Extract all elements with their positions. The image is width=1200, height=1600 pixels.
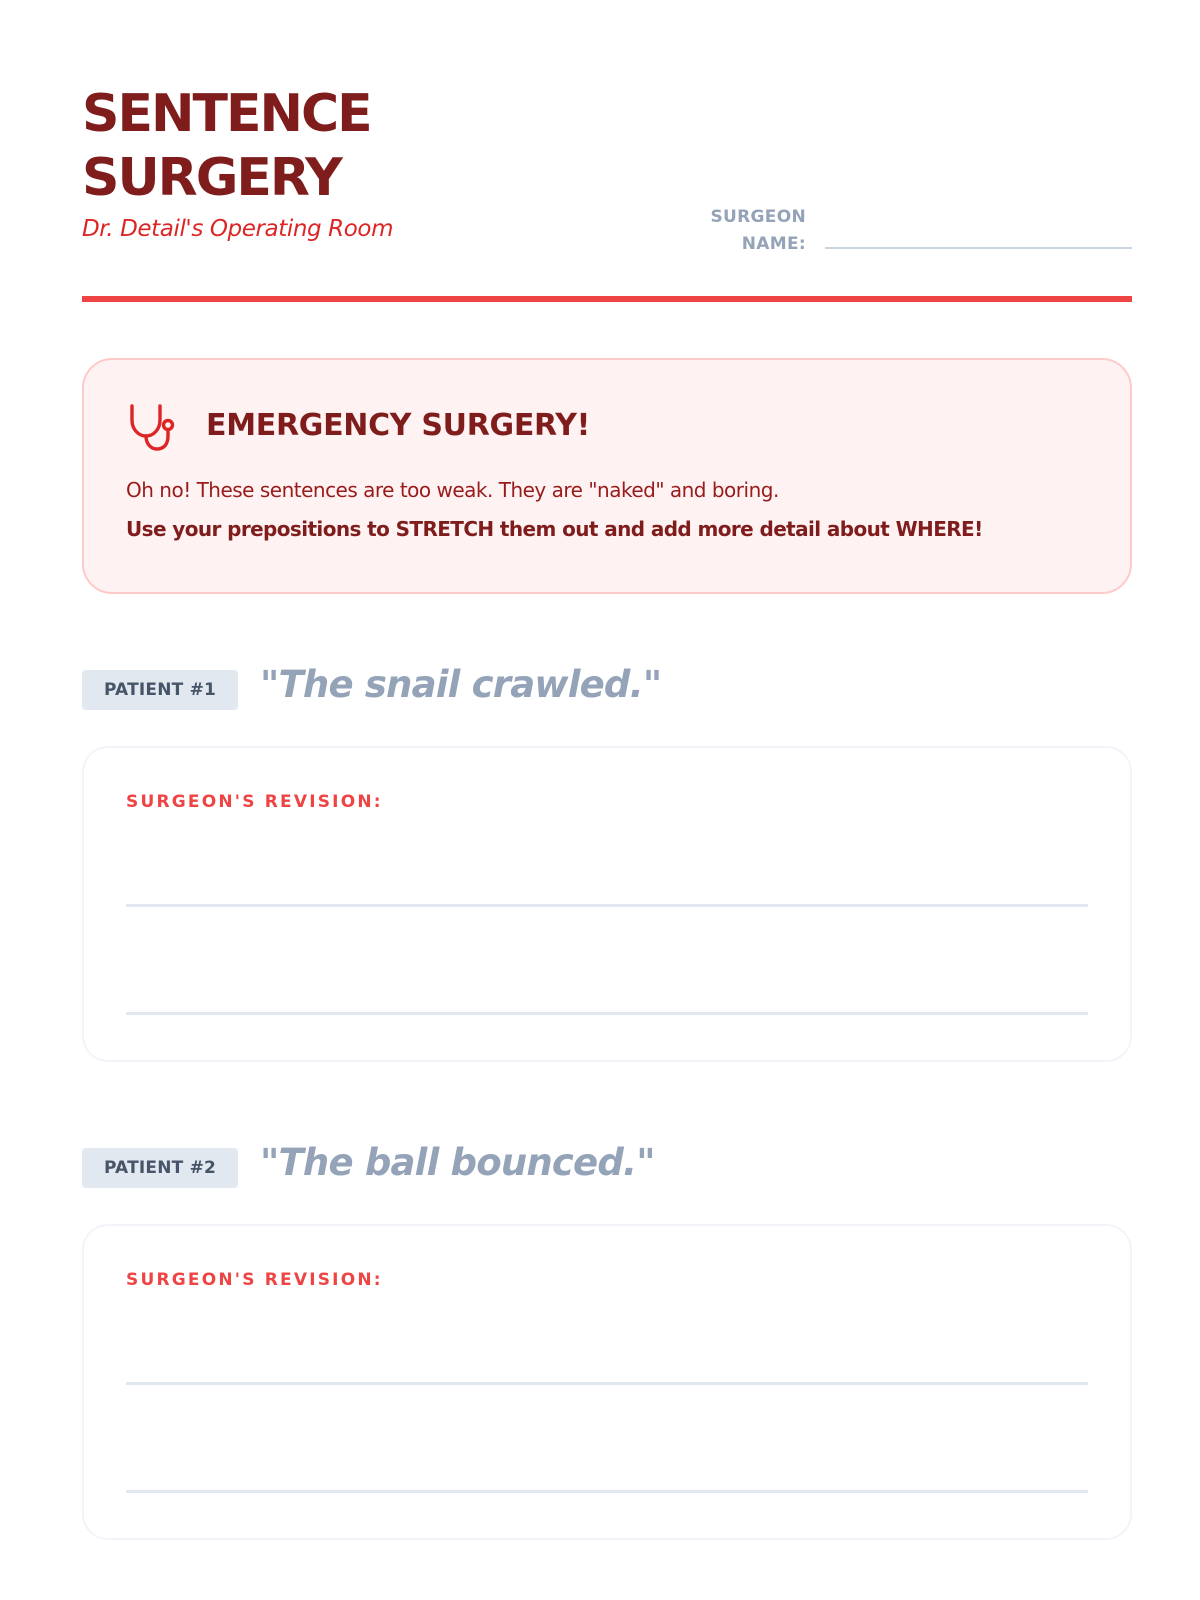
- revision-label: SURGEON'S REVISION:: [126, 792, 383, 812]
- surgeon-name-label-line-1: SURGEON: [710, 207, 806, 227]
- page-title-line-1: SENTENCE: [82, 84, 371, 144]
- patient-badge: PATIENT #1: [82, 670, 238, 710]
- surgeon-name-label: [711, 204, 806, 258]
- patient-sentence: "The ball bounced.": [260, 1141, 655, 1184]
- stethoscope-icon: [126, 402, 180, 452]
- emergency-title: EMERGENCY SURGERY!: [206, 408, 590, 443]
- revision-card: [82, 746, 1132, 1062]
- writing-line[interactable]: [126, 904, 1088, 907]
- revision-label: SURGEON'S REVISION:: [126, 1270, 383, 1290]
- title-block: [82, 82, 393, 242]
- emergency-description: Oh no! These sentences are too weak. They are "naked" and boring.: [126, 478, 779, 502]
- revision-card: [82, 1224, 1132, 1540]
- writing-line[interactable]: [126, 1490, 1088, 1493]
- emergency-box: [82, 358, 1132, 594]
- patient-header: [82, 663, 1132, 710]
- header-divider: [82, 296, 1132, 302]
- surgeon-name-label-line-2: NAME:: [741, 234, 806, 254]
- writing-line[interactable]: [126, 1012, 1088, 1015]
- patient-header: [82, 1141, 1132, 1188]
- page-subtitle: Dr. Detail's Operating Room: [82, 216, 394, 242]
- surgeon-name-line[interactable]: [825, 247, 1132, 249]
- page-title-line-2: SURGERY: [82, 148, 341, 208]
- worksheet-header: [82, 82, 1132, 302]
- patient-badge: PATIENT #2: [82, 1148, 238, 1188]
- writing-line[interactable]: [126, 1382, 1088, 1385]
- surgeon-name-field: [707, 204, 1132, 254]
- emergency-instruction: Use your prepositions to STRETCH them out and add more detail about WHERE!: [126, 517, 983, 541]
- patient-sentence: "The snail crawled.": [260, 663, 662, 706]
